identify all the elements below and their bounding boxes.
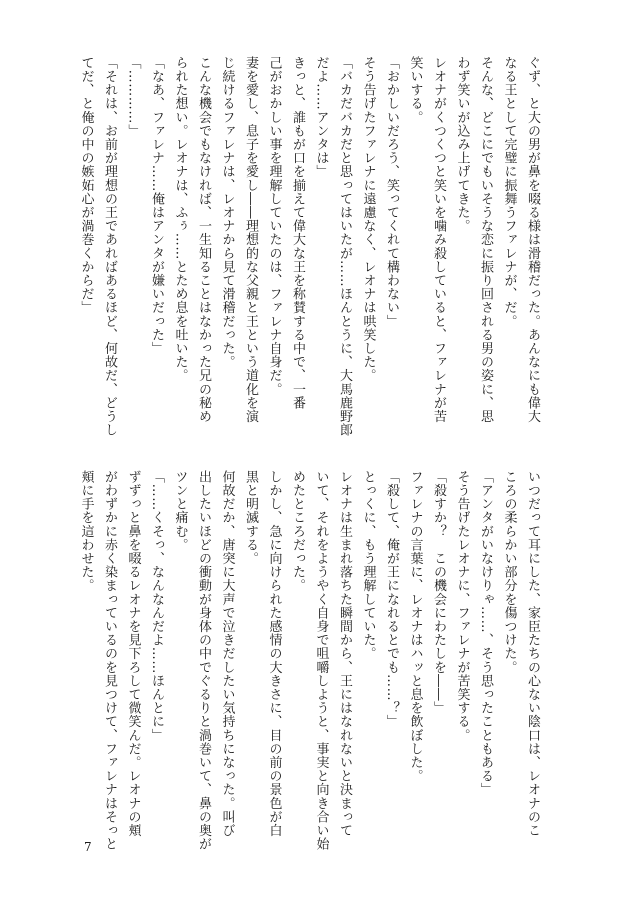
text-line: ずずっと鼻を啜るレオナを見下ろして微笑んだ。レオナの頬 bbox=[125, 470, 141, 838]
text-line: ファレナの言葉に、レオナはハッと息を飲ぼした。 bbox=[407, 470, 423, 783]
page-number: 7 bbox=[84, 840, 92, 854]
text-line: きっと、誰もが口を揃えて偉大な王を称賛する中で、一番 bbox=[290, 56, 305, 410]
text-line: なる王として完璧に振舞うファレナが、だ。 bbox=[501, 56, 517, 328]
text-line: そう告げたファレナに遠慮なく、レオナは哄笑した。 bbox=[360, 56, 376, 383]
text-line: レオナは生まれ落ちた瞬間から、王にはなれないと決まって bbox=[337, 470, 352, 838]
text-line: 頬に手を這わせた。 bbox=[78, 470, 94, 593]
text-line: 「……くそっ、なんなんだよ……ほんとに」 bbox=[149, 470, 164, 742]
text-line: 「アンタがいなけりゃ……、そう思ったこともある」 bbox=[478, 470, 493, 797]
text-line: 「殺して、俺が王になれるとでも……？」 bbox=[384, 470, 399, 729]
text-line: めたところだった。 bbox=[290, 470, 305, 593]
text-line: 己がおかしい事を理解していたのは、ファレナ自身だ。 bbox=[266, 56, 282, 396]
text-line: 「なあ、ファレナ……俺はアンタが嫌いだった」 bbox=[149, 56, 164, 356]
text-line: 何故だか、唐突に大声で泣きだしたい気持ちになった。叫び bbox=[219, 470, 235, 838]
text-line: いて、それをようやく自身で咀嚼しようと、事実と向き合い始 bbox=[313, 470, 329, 851]
text-line: レオナがくつくつと笑いを噛み殺していると、ファレナが苦 bbox=[431, 56, 446, 424]
text-line: じ続けるファレナは、レオナから見て滑稽だった。 bbox=[219, 56, 235, 369]
text-line: だよ……アンタは」 bbox=[313, 56, 329, 179]
text-line: ぐず、と大の男が鼻を啜る様は滑稽だった。あんなにも偉大 bbox=[525, 56, 540, 424]
text-line: ツンと痛む。 bbox=[172, 470, 188, 552]
text-line: しかし、急に向けられた感情の大きさに、目の前の景色が白 bbox=[266, 470, 282, 838]
text-line: とっくに、もう理解していた。 bbox=[360, 470, 376, 661]
text-line: がわずかに赤く染まっているのを見つけて、ファレナはそっと bbox=[102, 470, 117, 851]
text-line: 「それは、お前が理想の王であればあるほど、何故だ、どうし bbox=[102, 56, 117, 437]
text-line: てだ、と俺の中の嫉妬心が渦巻くからだ」 bbox=[78, 56, 94, 315]
text-line: わず笑いが込み上げてきた。 bbox=[454, 56, 470, 233]
text-line: いつだって耳にした、家臣たちの心ない陰口は、レオナのこ bbox=[525, 470, 540, 838]
text-line: 「…………」 bbox=[125, 56, 141, 138]
text-line: られた想い。レオナは、ふぅ……とため息を吐いた。 bbox=[172, 56, 188, 383]
text-line: そう告げたレオナに、ファレナが苦笑する。 bbox=[454, 470, 470, 742]
text-line: そんな、どこにでもいそうな恋に振り回される男の姿に、思 bbox=[478, 56, 493, 424]
text-line: 笑いする。 bbox=[407, 56, 423, 124]
text-line: こんな機会でもなければ、一生知ることはなかった兄の秘め bbox=[196, 56, 211, 424]
text-line: ころの柔らかい部分を傷つけた。 bbox=[501, 470, 517, 674]
text-line: 出したいほどの衝動が身体の中でぐるりと渦巻いて、鼻の奥が bbox=[196, 470, 211, 851]
text-line: 「おかしいだろう、笑ってくれて構わない」 bbox=[384, 56, 399, 328]
text-line: 「殺すか？ この機会にわたしを――」 bbox=[431, 470, 446, 715]
top-text-block bbox=[78, 56, 544, 440]
text-line: 黒と明滅する。 bbox=[243, 470, 258, 566]
bottom-text-block bbox=[78, 470, 544, 854]
text-line: 妻を愛し、息子を愛し――理想的な父親と王という道化を演 bbox=[243, 56, 258, 424]
text-line: 「バカだバカだと思ってはいたが……ほんとうに、大馬鹿野郎 bbox=[337, 56, 352, 437]
